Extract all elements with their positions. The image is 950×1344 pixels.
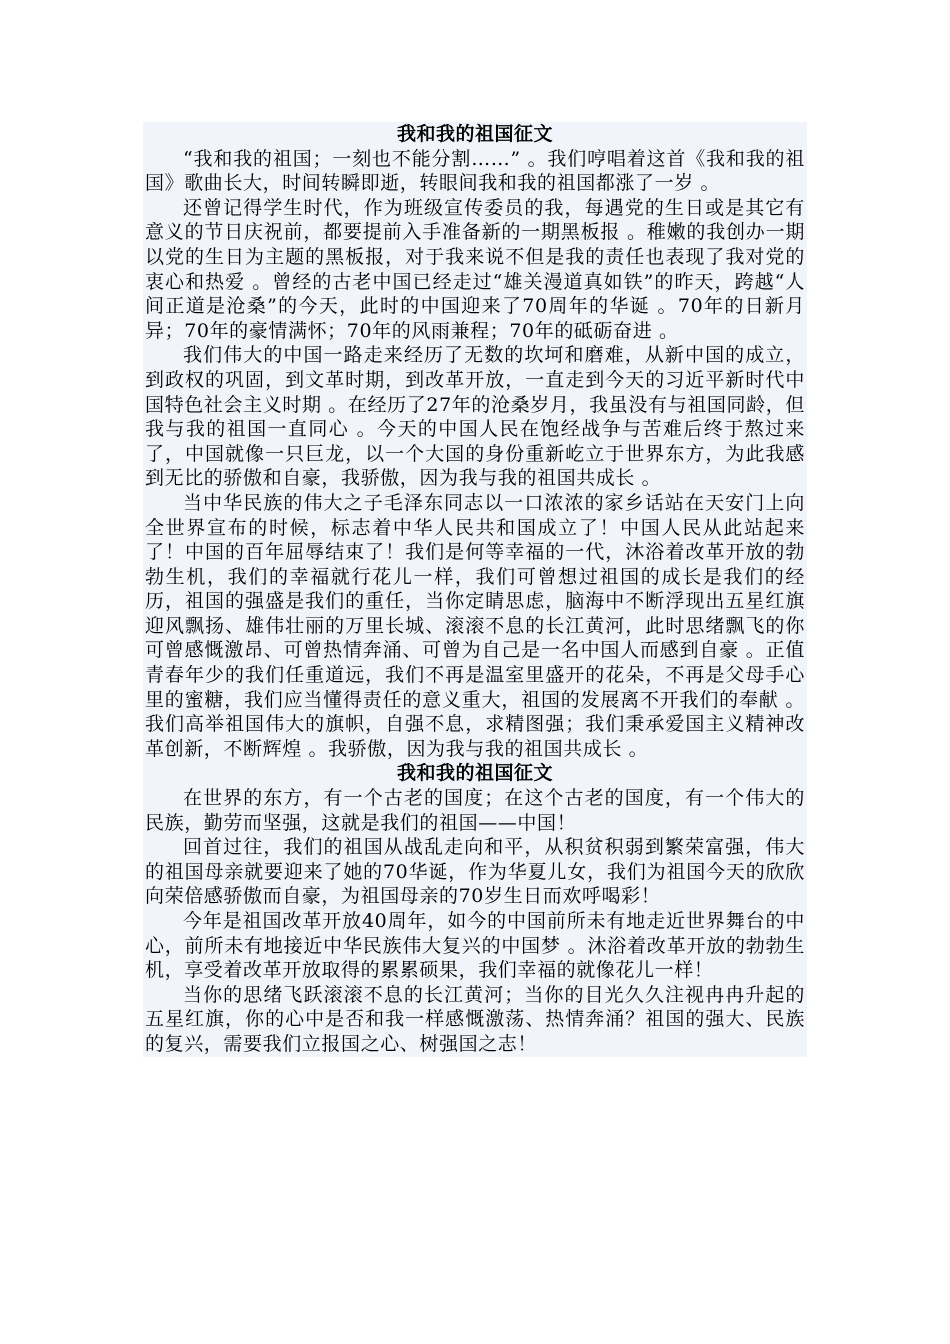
paragraph: 今年是祖国改革开放40周年，如今的中国前所未有地走近世界舞台的中心，前所未有地接近中华民族伟大复兴的中国梦 。沐浴着改革开放的勃勃生机，享受着改革开放取得的累累硕果，我们幸福的就像花儿一样！ [145, 910, 805, 982]
paragraph: 我们伟大的中国一路走来经历了无数的坎坷和磨难，从新中国的成立，到政权的巩固，到文革时期，到改革开放，一直走到今天的习近平新时代中国特色社会主义时期 。在经历了27年的沧桑岁月，我虽没有与祖国同龄，但我与我的祖国一直同心 。今天的中国人民在饱经战争与苦难后终于熬过来了，中国就像一只巨龙，以一个大国的身份重新屹立于世界东方，为此我感到无比的骄傲和自豪，我骄傲，因为我与我的祖国共成长 。 [145, 344, 805, 490]
paragraph: 在世界的东方，有一个古老的国度；在这个古老的国度，有一个伟大的民族，勤劳而坚强，这就是我们的祖国——中国！ [145, 787, 805, 834]
essay-title: 我和我的祖国征文 [396, 762, 553, 785]
paragraph: 当你的思绪飞跃滚滚不息的长江黄河；当你的目光久久注视冉冉升起的五星红旗，你的心中是否和我一样感慨激荡、热情奔涌？祖国的强大、民族的复兴，需要我们立报国之心、树强国之志！ [145, 983, 805, 1055]
paragraph: 当中华民族的伟大之子毛泽东同志以一口浓浓的家乡话站在天安门上向全世界宣布的时候，标志着中华人民共和国成立了！中国人民从此站起来了！中国的百年屈辱结束了！我们是何等幸福的一代，沐浴着改革开放的勃勃生机，我们的幸福就行花儿一样，我们可曾想过祖国的成长是我们的经历，祖国的强盛是我们的重任，当你定睛思虑，脑海中不断浮现出五星红旗迎风飘扬、雄伟壮丽的万里长城、滚滚不息的长江黄河，此时思绪飘飞的你可曾感慨激昂、可曾热情奔涌、可曾为自己是一名中国人而感到自豪 。正值青春年少的我们任重道远，我们不再是温室里盛开的花朵，不再是父母手心里的蜜糖，我们应当懂得责任的意义重大，祖国的发展离不开我们的奉献 。我们高举祖国伟大的旗帜，自强不息，求精图强；我们秉承爱国主义精神改革创新，不断辉煌 。我骄傲，因为我与我的祖国共成长 。 [145, 491, 805, 760]
paragraph: “我和我的祖国；一刻也不能分割……” 。我们哼唱着这首《我和我的祖国》歌曲长大，时间转瞬即逝，转眼间我和我的祖国都涨了一岁 。 [145, 147, 805, 195]
essay-title: 我和我的祖国征文 [396, 123, 553, 145]
paragraph: 回首过往，我们的祖国从战乱走向和平，从积贫积弱到繁荣富强，伟大的祖国母亲就要迎来了她的70华诞，作为华夏儿女，我们为祖国今天的欣欣向荣倍感骄傲而自豪，为祖国母亲的70岁生日而欢呼喝彩！ [145, 836, 805, 908]
essay-2 [145, 761, 805, 1056]
document-body [143, 122, 807, 1057]
essay-1 [145, 122, 805, 761]
paragraph: 还曾记得学生时代，作为班级宣传委员的我，每遇党的生日或是其它有意义的节日庆祝前，都要提前入手准备新的一期黑板报 。稚嫩的我创办一期以党的生日为主题的黑板报，对于我来说不但是我的责任也表现了我对党的衷心和热爱 。曾经的古老中国已经走过“雄关漫道真如铁”的昨天，跨越“人间正道是沧桑”的今天，此时的中国迎来了70周年的华诞 。70年的日新月异；70年的豪情满怀；70年的风雨兼程；70年的砥砺奋进 。 [145, 196, 805, 342]
